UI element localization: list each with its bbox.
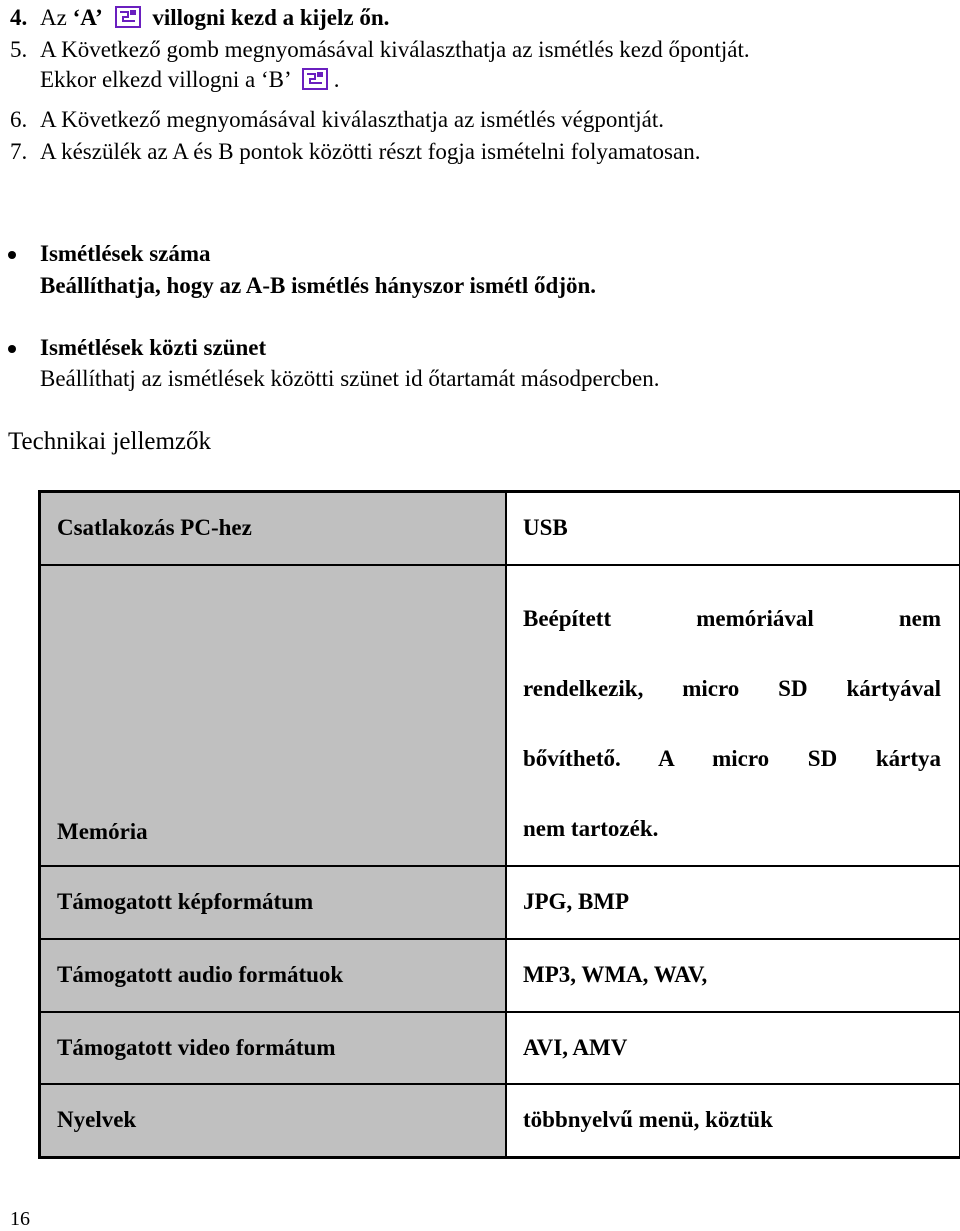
specs-heading: Technikai jellemzők (8, 428, 211, 456)
spec-label: Memória (40, 565, 507, 866)
step-text-post: . (334, 67, 340, 92)
table-row (40, 939, 960, 1012)
spec-value: MP3, WMA, WAV, (506, 939, 960, 1012)
ab-repeat-icon (115, 6, 141, 28)
spec-label: Támogatott audio formátuok (40, 939, 507, 1012)
bullet-desc: Beállíthatj az ismétlések közötti szünet id őtartamát másodpercben. (40, 365, 660, 393)
bullet-title: Ismétlések száma (40, 240, 211, 268)
spec-value: USB (506, 492, 960, 565)
table-row (40, 866, 960, 939)
bullet-dot (8, 251, 16, 259)
spec-label: Támogatott video formátum (40, 1012, 507, 1084)
bullet-dot (8, 345, 16, 353)
step-text-pre: Ekkor elkezd villogni a ‘B’ (40, 67, 290, 92)
table-row (40, 1012, 960, 1084)
step-text-pre: Az (40, 5, 73, 30)
spec-label: Csatlakozás PC-hez (40, 492, 507, 565)
step-text: A készülék az A és B pontok közötti részt fogja ismételni folyamatosan. (40, 138, 700, 166)
spec-value (506, 565, 960, 866)
step-text: A Következő megnyomásával kiválaszthatja az ismétlés végpontját. (40, 106, 664, 134)
memory-line: nem tartozék. (523, 794, 941, 864)
spec-value: AVI, AMV (506, 1012, 960, 1084)
spec-label: Nyelvek (40, 1084, 507, 1158)
step-number: 6. (10, 106, 27, 134)
page-number: 16 (10, 1208, 30, 1231)
table-row (40, 492, 960, 565)
memory-line: Beépített memóriával nem (523, 584, 941, 654)
step-number: 5. (10, 36, 27, 64)
table-row (40, 1084, 960, 1158)
ab-repeat-icon (302, 68, 328, 90)
step-text-post: villogni kezd a kijelz őn. (152, 5, 389, 30)
step-number: 7. (10, 138, 27, 166)
table-row (40, 565, 960, 866)
spec-value: többnyelvű menü, köztük (506, 1084, 960, 1158)
specs-table (38, 490, 960, 1159)
step-number: 4. (10, 4, 27, 32)
spec-value: JPG, BMP (506, 866, 960, 939)
step-quote: ‘A’ (73, 5, 103, 30)
step-text (40, 4, 389, 32)
spec-label: Támogatott képformátum (40, 866, 507, 939)
step-text: A Következő gomb megnyomásával kiválaszthatja az ismétlés kezd őpontját. (40, 36, 750, 64)
memory-line: bővíthető. A micro SD kártya (523, 724, 941, 794)
bullet-desc: Beállíthatja, hogy az A-B ismétlés hányszor ismétl ődjön. (40, 272, 596, 300)
bullet-title: Ismétlések közti szünet (40, 334, 266, 362)
memory-line: rendelkezik, micro SD kártyával (523, 654, 941, 724)
step-text (40, 66, 339, 94)
